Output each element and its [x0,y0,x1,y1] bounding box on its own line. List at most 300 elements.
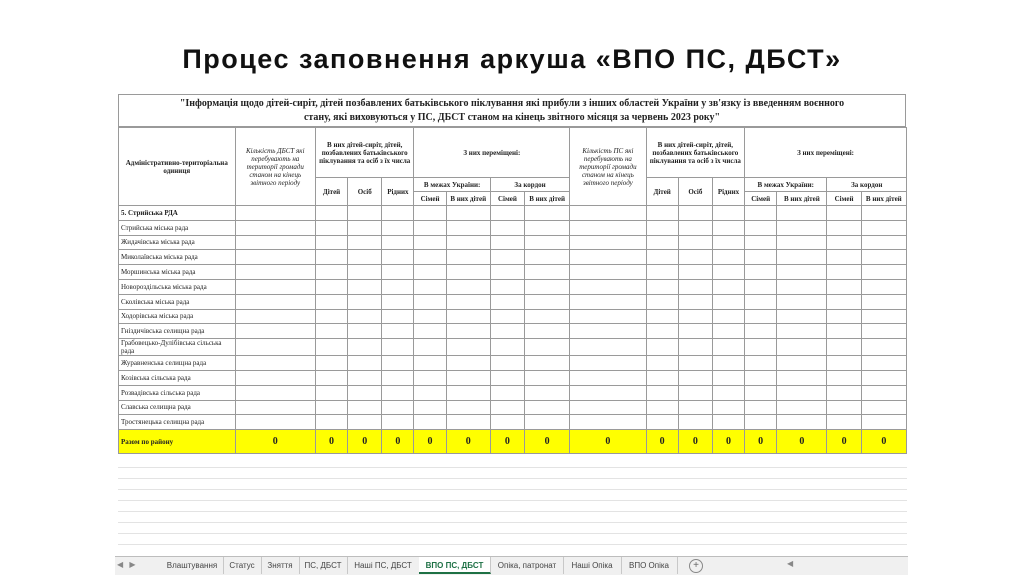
table-cell[interactable] [382,206,414,221]
table-cell[interactable] [570,220,646,235]
total-cell[interactable]: 0 [382,430,414,454]
table-cell[interactable] [414,324,446,339]
table-cell[interactable] [315,324,347,339]
total-cell[interactable]: 0 [745,430,777,454]
table-cell[interactable] [570,385,646,400]
table-cell[interactable] [414,385,446,400]
total-cell[interactable]: 0 [827,430,861,454]
table-cell[interactable] [446,206,490,221]
table-cell[interactable] [678,294,712,309]
table-cell[interactable] [490,206,524,221]
table-cell[interactable] [678,415,712,430]
table-cell[interactable] [570,294,646,309]
table-cell[interactable] [861,265,906,280]
scroll-left-icon[interactable]: ◀ [787,559,794,568]
table-cell[interactable] [446,309,490,324]
table-cell[interactable] [827,356,861,371]
total-cell[interactable]: 0 [570,430,646,454]
header-families: Сімей [490,192,524,206]
table-cell[interactable] [861,400,906,415]
table-row [119,385,907,400]
table-cell[interactable] [524,294,569,309]
table-cell[interactable] [348,206,382,221]
table-cell[interactable] [446,385,490,400]
table-cell[interactable] [570,356,646,371]
table-cell[interactable] [490,385,524,400]
table-cell[interactable] [524,370,569,385]
table-cell[interactable] [777,235,827,250]
table-cell[interactable] [745,206,777,221]
table-cell[interactable] [315,206,347,221]
table-cell[interactable] [315,235,347,250]
table-cell[interactable] [861,415,906,430]
table-cell[interactable] [646,309,678,324]
table-cell[interactable] [446,400,490,415]
table-cell[interactable] [777,309,827,324]
table-cell[interactable] [777,265,827,280]
table-cell[interactable] [570,324,646,339]
table-cell[interactable] [570,415,646,430]
table-cell[interactable] [524,339,569,356]
table-cell[interactable] [414,415,446,430]
table-cell[interactable] [414,206,446,221]
table-cell[interactable] [678,206,712,221]
table-cell[interactable] [446,339,490,356]
table-cell[interactable] [382,265,414,280]
table-cell[interactable] [348,235,382,250]
table-cell[interactable] [382,385,414,400]
table-cell[interactable] [348,265,382,280]
table-cell[interactable] [490,265,524,280]
table-cell[interactable] [414,220,446,235]
table-cell[interactable] [861,294,906,309]
table-cell[interactable] [712,279,744,294]
header-of-them-moved-2: З них переміщені: [745,128,907,178]
table-cell[interactable] [446,415,490,430]
table-cell[interactable] [712,206,744,221]
table-cell[interactable] [524,206,569,221]
table-cell[interactable] [777,294,827,309]
table-cell[interactable] [861,206,906,221]
table-cell[interactable] [646,235,678,250]
table-cell[interactable] [414,370,446,385]
total-cell[interactable]: 0 [414,430,446,454]
table-cell[interactable] [315,265,347,280]
table-cell[interactable] [315,220,347,235]
table-cell[interactable] [861,250,906,265]
table-cell[interactable] [524,400,569,415]
table-cell[interactable] [827,400,861,415]
table-cell[interactable] [646,370,678,385]
table-cell[interactable] [712,385,744,400]
table-cell[interactable] [414,265,446,280]
total-cell[interactable]: 0 [861,430,906,454]
table-row [119,309,907,324]
total-cell[interactable]: 0 [777,430,827,454]
table-cell[interactable] [745,250,777,265]
table-cell[interactable] [524,324,569,339]
tab-status[interactable]: Статус [223,557,262,574]
table-cell[interactable] [382,370,414,385]
table-cell[interactable] [745,385,777,400]
table-cell[interactable] [446,250,490,265]
table-cell[interactable] [777,279,827,294]
table-cell[interactable] [678,400,712,415]
table-cell[interactable] [348,400,382,415]
total-cell[interactable]: 0 [446,430,490,454]
table-cell[interactable] [490,370,524,385]
table-cell[interactable] [348,415,382,430]
table-cell[interactable] [570,235,646,250]
table-cell[interactable] [382,356,414,371]
table-cell[interactable] [490,250,524,265]
table-cell[interactable] [646,206,678,221]
table-cell[interactable] [490,415,524,430]
table-cell[interactable] [678,250,712,265]
table-cell[interactable] [712,415,744,430]
total-cell[interactable]: 0 [646,430,678,454]
table-cell[interactable] [235,400,315,415]
table-cell[interactable] [446,324,490,339]
table-cell[interactable] [745,279,777,294]
table-cell[interactable] [382,339,414,356]
table-cell[interactable] [490,356,524,371]
row-label: Новороздільська міська рада [119,279,236,294]
table-cell[interactable] [382,294,414,309]
table-cell[interactable] [315,370,347,385]
table-cell[interactable] [745,309,777,324]
table-cell[interactable] [712,356,744,371]
header-of-them-moved: З них переміщені: [414,128,570,178]
table-cell[interactable] [861,324,906,339]
table-cell[interactable] [678,385,712,400]
total-cell[interactable]: 0 [490,430,524,454]
table-cell[interactable] [827,235,861,250]
table-cell[interactable] [348,250,382,265]
table-cell[interactable] [414,279,446,294]
table-cell[interactable] [827,415,861,430]
total-cell[interactable]: 0 [678,430,712,454]
table-cell[interactable] [235,265,315,280]
table-cell[interactable] [777,339,827,356]
table-cell[interactable] [646,385,678,400]
header-families: Сімей [414,192,446,206]
table-cell[interactable] [712,220,744,235]
table-cell[interactable] [646,279,678,294]
table-cell[interactable] [646,294,678,309]
header-persons-2: Осіб [678,178,712,206]
table-cell[interactable] [490,309,524,324]
table-cell[interactable] [524,220,569,235]
table-row [119,356,907,371]
table-cell[interactable] [712,235,744,250]
total-cell[interactable]: 0 [524,430,569,454]
table-cell[interactable] [777,220,827,235]
table-cell[interactable] [235,250,315,265]
table-cell[interactable] [446,370,490,385]
table-cell[interactable] [382,309,414,324]
section-row [119,206,907,221]
table-cell[interactable] [712,294,744,309]
table-cell[interactable] [414,250,446,265]
table-cell[interactable] [446,356,490,371]
tab-vpo-opika[interactable]: ВПО Опіка [621,557,678,574]
tab-scroll-arrows[interactable]: ◀ ▶ [117,560,138,569]
table-cell[interactable] [827,206,861,221]
header-among-orphans: В них дітей-сиріт, дітей, позбавлених батьківського піклування та осіб з їх числа [315,128,413,178]
table-cell[interactable] [861,220,906,235]
table-cell[interactable] [646,415,678,430]
table-cell[interactable] [490,235,524,250]
table-cell[interactable] [446,279,490,294]
table-cell[interactable] [348,385,382,400]
table-cell[interactable] [524,235,569,250]
table-cell[interactable] [646,339,678,356]
table-cell[interactable] [235,220,315,235]
table-row [119,339,907,356]
table-cell[interactable] [315,294,347,309]
table-cell[interactable] [235,356,315,371]
table-cell[interactable] [712,324,744,339]
table-cell[interactable] [348,356,382,371]
table-cell[interactable] [745,235,777,250]
tab-nashi-opika[interactable]: Наші Опіка [563,557,622,574]
table-cell[interactable] [524,250,569,265]
table-cell[interactable] [861,356,906,371]
table-cell[interactable] [827,279,861,294]
add-sheet-icon[interactable]: + [689,559,703,573]
table-cell[interactable] [235,385,315,400]
table-cell[interactable] [678,370,712,385]
table-cell[interactable] [490,220,524,235]
total-cell[interactable]: 0 [712,430,744,454]
header-abroad: За кордон [490,178,569,192]
total-cell[interactable]: 0 [235,430,315,454]
table-cell[interactable] [827,385,861,400]
table-cell[interactable] [235,235,315,250]
table-cell[interactable] [315,250,347,265]
table-cell[interactable] [777,356,827,371]
table-row [119,235,907,250]
table-cell[interactable] [570,265,646,280]
table-cell[interactable] [382,279,414,294]
sheet-title [118,94,906,127]
table-cell[interactable] [646,324,678,339]
table-cell[interactable] [414,339,446,356]
table-cell[interactable] [861,279,906,294]
header-relatives-2: Рідних [712,178,744,206]
table-cell[interactable] [678,279,712,294]
table-cell[interactable] [235,309,315,324]
table-row [119,400,907,415]
table-cell[interactable] [678,220,712,235]
table-cell[interactable] [315,309,347,324]
table-cell[interactable] [777,415,827,430]
table-cell[interactable] [348,324,382,339]
table-cell[interactable] [712,339,744,356]
table-cell[interactable] [382,324,414,339]
total-row [119,430,907,454]
table-cell[interactable] [315,415,347,430]
table-cell[interactable] [745,324,777,339]
table-cell[interactable] [777,385,827,400]
table-cell[interactable] [235,279,315,294]
table-cell[interactable] [446,220,490,235]
table-cell[interactable] [235,294,315,309]
row-label: Жидачівська міська рада [119,235,236,250]
table-cell[interactable] [446,235,490,250]
table-cell[interactable] [827,220,861,235]
table-cell[interactable] [348,339,382,356]
table-cell[interactable] [678,265,712,280]
table-cell[interactable] [414,309,446,324]
table-cell[interactable] [678,324,712,339]
table-cell[interactable] [745,400,777,415]
table-cell[interactable] [745,294,777,309]
table-cell[interactable] [827,309,861,324]
table-cell[interactable] [315,279,347,294]
header-children: Дітей [315,178,347,206]
sheet-title-line-1: "Інформація щодо дітей-сиріт, дітей позбавлених батьківського піклування які прибули з інших областей України у зв'язку із введенням воєнного [179,98,845,109]
table-row [119,324,907,339]
header-incl-children: В них дітей [524,192,569,206]
table-cell[interactable] [414,235,446,250]
table-cell[interactable] [777,324,827,339]
total-cell[interactable]: 0 [348,430,382,454]
table-cell[interactable] [348,279,382,294]
tab-ps-dbst[interactable]: ПС, ДБСТ [299,557,348,574]
table-cell[interactable] [827,265,861,280]
table-cell[interactable] [777,400,827,415]
table-cell[interactable] [490,294,524,309]
table-cell[interactable] [315,400,347,415]
table-cell[interactable] [861,309,906,324]
table-cell[interactable] [382,235,414,250]
table-cell[interactable] [348,294,382,309]
table-cell[interactable] [827,370,861,385]
table-cell[interactable] [646,356,678,371]
tab-nashi-ps-dbst[interactable]: Наші ПС, ДБСТ [347,557,420,574]
table-cell[interactable] [745,370,777,385]
table-cell[interactable] [712,250,744,265]
table-cell[interactable] [570,206,646,221]
table-cell[interactable] [490,324,524,339]
table-cell[interactable] [861,235,906,250]
table-cell[interactable] [524,356,569,371]
table-cell[interactable] [570,309,646,324]
table-cell[interactable] [446,294,490,309]
table-cell[interactable] [712,370,744,385]
table-cell[interactable] [745,265,777,280]
table-cell[interactable] [414,356,446,371]
table-cell[interactable] [414,294,446,309]
table-cell[interactable] [861,370,906,385]
table-cell[interactable] [861,385,906,400]
table-cell[interactable] [382,400,414,415]
table-row [119,370,907,385]
table-cell[interactable] [646,220,678,235]
table-cell[interactable] [524,415,569,430]
table-cell[interactable] [827,339,861,356]
table-cell[interactable] [414,400,446,415]
table-cell[interactable] [570,250,646,265]
table-cell[interactable] [235,324,315,339]
table-cell[interactable] [315,356,347,371]
table-cell[interactable] [570,370,646,385]
table-cell[interactable] [827,294,861,309]
total-cell[interactable]: 0 [315,430,347,454]
table-cell[interactable] [524,279,569,294]
table-cell[interactable] [777,250,827,265]
table-cell[interactable] [712,265,744,280]
tab-zniattia[interactable]: Зняття [261,557,300,574]
table-cell[interactable] [646,400,678,415]
empty-rows-area[interactable] [118,457,907,547]
table-cell[interactable] [678,356,712,371]
table-cell[interactable] [490,279,524,294]
table-cell[interactable] [712,400,744,415]
table-cell[interactable] [678,235,712,250]
table-cell[interactable] [777,370,827,385]
sheet-tab-bar [115,556,908,575]
table-cell[interactable] [678,309,712,324]
table-cell[interactable] [446,265,490,280]
table-cell[interactable] [315,339,347,356]
tab-vlashtuvannia[interactable]: Влаштування [161,557,224,574]
tab-vpo-ps-dbst[interactable]: ВПО ПС, ДБСТ [419,557,491,574]
header-within-ukraine-2: В межах України: [745,178,827,192]
table-cell[interactable] [827,250,861,265]
table-cell[interactable] [678,339,712,356]
table-cell[interactable] [348,370,382,385]
table-cell[interactable] [235,339,315,356]
table-cell[interactable] [235,206,315,221]
table-cell[interactable] [490,339,524,356]
row-label: Славська селищна рада [119,400,236,415]
table-cell[interactable] [745,220,777,235]
table-cell[interactable] [570,400,646,415]
table-cell[interactable] [646,250,678,265]
table-cell[interactable] [570,339,646,356]
table-cell[interactable] [382,250,414,265]
table-cell[interactable] [712,309,744,324]
header-children-2: Дітей [646,178,678,206]
table-cell[interactable] [382,415,414,430]
row-label: Гніздичівська селищна рада [119,324,236,339]
table-cell[interactable] [524,309,569,324]
sheet-title-line-2: стану, які виховуються у ПС, ДБСТ станом на кінець звітного місяця за червень 2023 року" [303,112,721,123]
table-cell[interactable] [490,400,524,415]
table-cell[interactable] [745,356,777,371]
table-cell[interactable] [315,385,347,400]
table-cell[interactable] [646,265,678,280]
table-cell[interactable] [524,265,569,280]
table-cell[interactable] [777,206,827,221]
table-cell[interactable] [235,370,315,385]
table-cell[interactable] [827,324,861,339]
table-cell[interactable] [745,415,777,430]
table-cell[interactable] [745,339,777,356]
tab-opika-patronat[interactable]: Опіка, патронат [491,557,564,574]
table-cell[interactable] [570,279,646,294]
table-cell[interactable] [348,220,382,235]
table-cell[interactable] [348,309,382,324]
row-label: Тростянецька селищна рада [119,415,236,430]
table-cell[interactable] [382,220,414,235]
table-cell[interactable] [235,415,315,430]
table-cell[interactable] [524,385,569,400]
table-cell[interactable] [861,339,906,356]
